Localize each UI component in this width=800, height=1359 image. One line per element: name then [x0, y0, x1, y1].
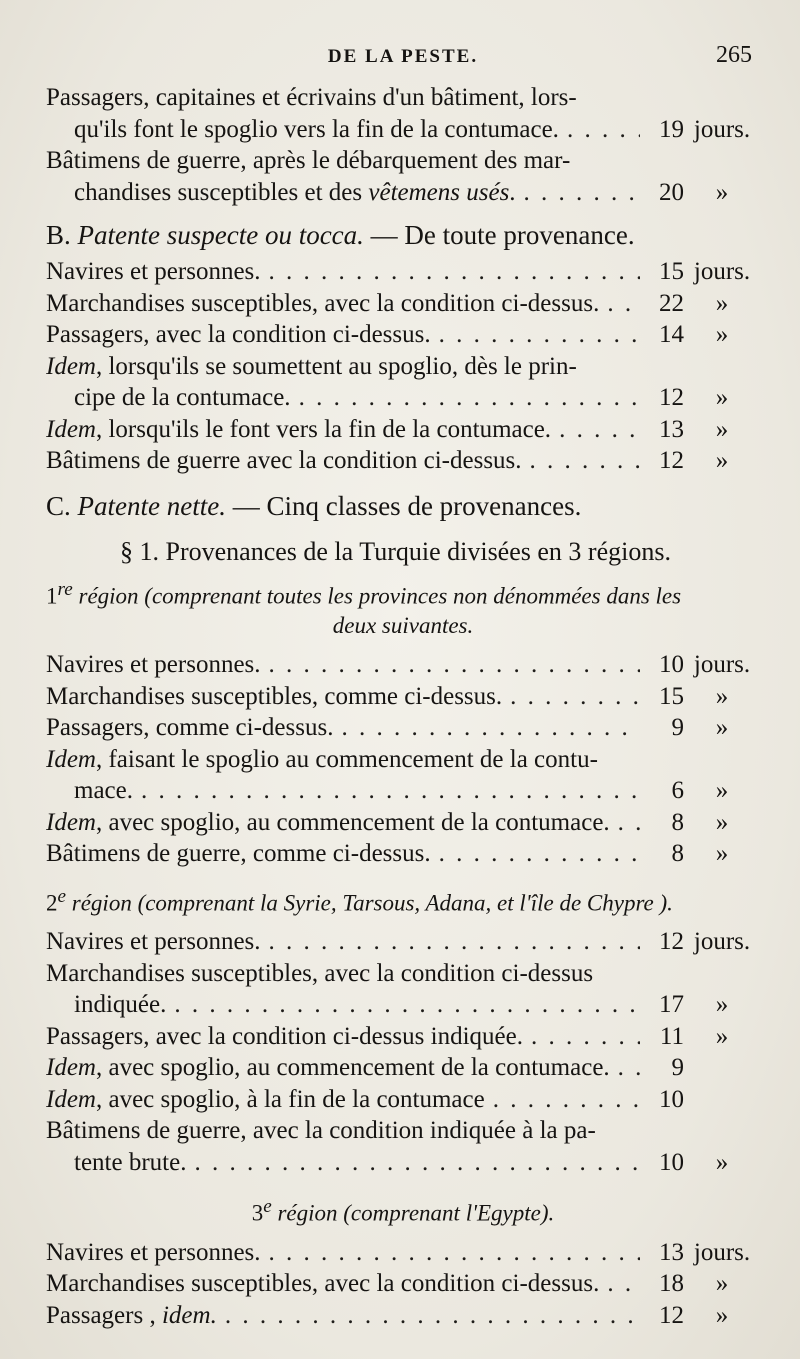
text-part: , faisant le spoglio au commencement de la contu-: [95, 745, 598, 773]
text-line: [46, 926, 760, 958]
line-text: [46, 1115, 596, 1147]
line-text: [74, 775, 133, 807]
dot-leader: [551, 414, 640, 446]
duration-value: 12: [659, 447, 684, 474]
section-c-heading: [46, 489, 760, 523]
duration-value: 9: [671, 1054, 684, 1082]
duration-unit: »: [715, 1148, 729, 1176]
region-3-heading: [46, 1192, 760, 1229]
block-region-2: [46, 926, 760, 1178]
duration-unit: »: [715, 840, 729, 868]
line-text: [46, 1084, 485, 1116]
block-region-1: [46, 649, 760, 870]
idem-label: Idem: [46, 1085, 96, 1113]
duration-unit: jours.: [693, 258, 751, 285]
block-region-3: [46, 1237, 760, 1332]
line-text: [74, 382, 291, 414]
text-line: [46, 775, 760, 807]
duration-value: 19: [659, 115, 684, 143]
dot-leader: [431, 838, 640, 870]
dot-leader: [291, 382, 640, 414]
text-part: , avec spoglio, au commencement de la contumace.: [95, 808, 610, 836]
running-head: DE LA PESTE.: [327, 46, 479, 67]
text-part: , lorsqu'ils se soumettent au spoglio, dès le prin-: [95, 352, 577, 380]
duration-value: 8: [671, 840, 684, 868]
region-1-heading: [46, 575, 760, 642]
dot-leader: [485, 1084, 640, 1116]
text-line: [46, 838, 760, 870]
text-part: Passagers, comme ci-dessus.: [46, 714, 334, 742]
text-line: [46, 1021, 760, 1053]
line-text: [46, 807, 610, 839]
text-line: [46, 351, 760, 383]
section-b-letter: B.: [46, 220, 71, 250]
region-1-number: 1: [46, 583, 58, 609]
duration-unit: »: [715, 1301, 729, 1329]
dot-leader: [261, 1237, 640, 1269]
duration-unit: »: [715, 682, 729, 710]
duration-value: 10: [659, 651, 684, 679]
dot-leader: [431, 319, 640, 351]
text-line: [46, 145, 760, 177]
idem-label: Idem: [46, 352, 96, 380]
dot-leader: [133, 775, 640, 807]
duration-value: 15: [659, 682, 684, 710]
duration-value: 22: [659, 289, 684, 317]
line-text: [46, 288, 599, 320]
duration-value: 15: [659, 258, 684, 285]
region-2-ordinal: e: [57, 885, 67, 907]
text-line: [46, 1084, 760, 1116]
line-text: [46, 1021, 523, 1053]
line-text: [46, 1268, 599, 1300]
duration-value: 12: [659, 928, 684, 956]
duration-unit: »: [715, 289, 729, 317]
text-line: [46, 177, 760, 209]
text-part: Navires et personnes.: [46, 1238, 261, 1266]
region-2-title: région (comprenant la Syrie, Tarsous, Adana, et l'île de Chypre ).: [66, 890, 673, 916]
duration-value: 20: [659, 178, 684, 206]
text-line: [46, 82, 760, 114]
text-line: [46, 681, 760, 713]
text-line: [46, 114, 760, 146]
dot-leader: [261, 926, 640, 958]
line-text: [46, 1237, 261, 1269]
text-part: chandises susceptibles et des: [74, 178, 369, 206]
dot-leader: [599, 288, 640, 320]
line-text: [46, 926, 261, 958]
dot-leader: [217, 1300, 640, 1332]
italic-text: idem.: [161, 1301, 217, 1329]
line-text: [46, 649, 261, 681]
text-line: [46, 1300, 760, 1332]
text-line: [46, 744, 760, 776]
idem-label: Idem: [46, 745, 96, 773]
text-line: [46, 319, 760, 351]
duration-unit: jours.: [693, 928, 751, 956]
section-b-title: Patente suspecte ou tocca.: [77, 220, 364, 250]
idem-label: Idem: [46, 808, 96, 836]
duration-value: 10: [659, 1085, 684, 1113]
text-part: cipe de la contumace.: [74, 384, 291, 411]
duration-value: 17: [659, 991, 684, 1019]
text-part: .: [509, 178, 516, 206]
section-c-title: Patente nette.: [77, 490, 226, 521]
line-text: [74, 114, 559, 146]
line-text: [46, 712, 333, 744]
dot-leader: [599, 1268, 640, 1300]
dot-leader: [522, 445, 640, 477]
text-part: Bâtimens de guerre, après le débarquement des mar-: [46, 147, 571, 174]
line-text: [46, 414, 551, 446]
text-line: [46, 1115, 760, 1147]
text-part: Bâtimens de guerre avec la condition ci-dessus.: [46, 447, 522, 474]
text-line: [46, 1268, 760, 1300]
section-c-subtitle: — Cinq classes de provenances.: [225, 490, 582, 521]
text-part: Passagers, avec la condition ci-dessus indiquée.: [46, 1022, 523, 1050]
text-line: [46, 649, 760, 681]
text-part: Marchandises susceptibles, avec la condition ci-dessus.: [46, 1270, 600, 1298]
text-part: Marchandises susceptibles, comme ci-dessus.: [46, 682, 503, 710]
duration-value: 9: [671, 714, 684, 742]
line-text: [46, 744, 598, 776]
text-line: [46, 807, 760, 839]
duration-value: 13: [659, 1238, 684, 1266]
duration-unit: »: [715, 991, 729, 1019]
region-3-title: région (comprenant l'Egypte).: [271, 1200, 555, 1226]
subsection-heading: § 1. Provenances de la Turquie divisées en 3 régions.: [120, 536, 671, 566]
text-part: , avec spoglio, à la fin de la contumace: [95, 1085, 485, 1113]
duration-value: 18: [659, 1270, 684, 1298]
block-b: [46, 256, 760, 477]
text-line: [46, 1147, 760, 1179]
region-3-number: 3: [251, 1200, 264, 1226]
duration-unit: »: [715, 447, 729, 474]
text-part: Bâtimens de guerre, comme ci-dessus.: [46, 840, 431, 868]
duration-value: 14: [659, 321, 684, 348]
text-part: Marchandises susceptibles, avec la condition ci-dessus: [46, 959, 594, 987]
text-line: [46, 958, 760, 990]
line-text: [46, 82, 577, 114]
duration-unit: »: [715, 777, 729, 805]
line-text: [46, 445, 522, 477]
dot-leader: [502, 681, 640, 713]
duration-unit: »: [715, 384, 729, 411]
duration-value: 12: [659, 384, 684, 411]
dot-leader: [559, 114, 640, 146]
text-line: [46, 989, 760, 1021]
line-text: [46, 838, 431, 870]
duration-value: 8: [671, 808, 684, 836]
text-part: tente brute.: [74, 1148, 187, 1176]
dot-leader: [261, 256, 640, 288]
italic-text: vêtemens usés: [368, 178, 510, 206]
region-2-heading: [46, 882, 760, 919]
text-part: Bâtimens de guerre, avec la condition indiquée à la pa-: [46, 1117, 596, 1145]
duration-unit: »: [715, 321, 729, 348]
text-line: [46, 1052, 760, 1084]
dot-leader: [166, 989, 640, 1021]
duration-unit: jours.: [693, 651, 751, 679]
text-part: Passagers, capitaines et écrivains d'un bâtiment, lors-: [46, 84, 577, 111]
text-part: Passagers, avec la condition ci-dessus.: [46, 321, 431, 348]
page-number: 265: [716, 42, 752, 68]
section-b-subtitle: — De toute provenance.: [363, 220, 635, 250]
text-line: [46, 288, 760, 320]
line-text: [46, 958, 593, 990]
line-text: [74, 177, 516, 209]
idem-label: Idem: [46, 415, 96, 443]
duration-value: 10: [659, 1148, 684, 1176]
region-3-ordinal: e: [263, 1196, 272, 1218]
dot-leader: [516, 177, 640, 209]
section-c-letter: C.: [46, 490, 71, 521]
text-part: Marchandises susceptibles, avec la condition ci-dessus.: [46, 289, 600, 317]
duration-value: 6: [671, 777, 684, 805]
line-text: [46, 351, 577, 383]
block-top: [46, 82, 760, 208]
dot-leader: [261, 649, 640, 681]
dot-leader: [523, 1021, 640, 1053]
region-1-ordinal: re: [57, 578, 73, 600]
dot-leader: [186, 1147, 640, 1179]
duration-value: 11: [659, 1022, 684, 1050]
duration-value: 12: [659, 1301, 684, 1329]
line-text: [46, 681, 502, 713]
line-text: [46, 1300, 217, 1332]
text-line: [46, 256, 760, 288]
line-text: [74, 1147, 186, 1179]
duration-unit: jours.: [693, 115, 751, 143]
duration-unit: »: [715, 1022, 729, 1050]
line-text: [46, 256, 261, 288]
text-part: Passagers ,: [46, 1301, 162, 1329]
region-1-title-line-1: région (comprenant toutes les provinces non dénommées dans les: [72, 583, 682, 609]
text-part: mace.: [74, 777, 133, 805]
text-line: [46, 382, 760, 414]
duration-unit: »: [715, 1270, 729, 1298]
dot-leader: [333, 712, 640, 744]
region-1-title-line-2: deux suivantes.: [332, 613, 474, 639]
duration-unit: »: [715, 178, 729, 206]
line-text: [46, 145, 570, 177]
text-part: indiquée.: [74, 991, 167, 1019]
text-line: [46, 1237, 760, 1269]
text-part: Navires et personnes.: [46, 258, 261, 285]
text-line: [46, 414, 760, 446]
text-line: [46, 445, 760, 477]
region-2-number: 2: [46, 890, 58, 916]
duration-unit: jours.: [693, 1238, 751, 1266]
text-part: qu'ils font le spoglio vers la fin de la contumace.: [74, 115, 559, 143]
idem-label: Idem: [46, 1054, 96, 1082]
line-text: [46, 319, 431, 351]
duration-unit: »: [715, 415, 729, 443]
dot-leader: [610, 807, 640, 839]
text-line: [46, 712, 760, 744]
duration-unit: »: [715, 714, 729, 742]
line-text: [46, 1052, 610, 1084]
text-part: Navires et personnes.: [46, 928, 261, 956]
section-b-heading: [46, 218, 760, 252]
dot-leader: [610, 1052, 640, 1084]
page-header: [46, 38, 760, 82]
duration-value: 13: [659, 415, 684, 443]
text-part: , lorsqu'ils le font vers la fin de la contumace.: [95, 415, 552, 443]
text-part: , avec spoglio, au commencement de la contumace.: [95, 1054, 610, 1082]
text-part: Navires et personnes.: [46, 651, 261, 679]
duration-unit: »: [715, 808, 729, 836]
line-text: [74, 989, 166, 1021]
